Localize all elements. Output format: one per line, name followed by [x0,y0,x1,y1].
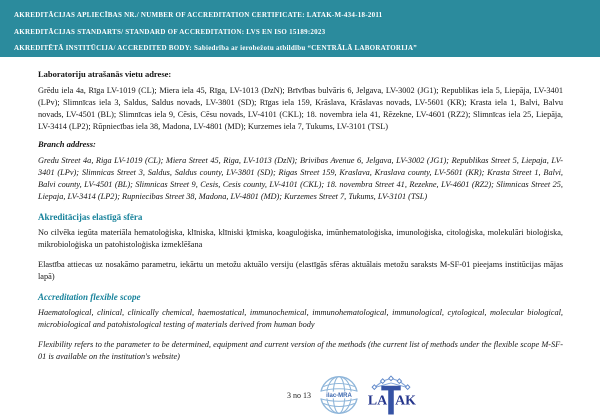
scope-paragraph-lv: No cilvēka iegūta materiāla hematoloģiska, klīniska, klīniski ķīmiska, koaguloģiska, imūnhematoloģiska, imunoloģiska, citoloģiska, molekulāri bioloģiska, mikrobioloģiska un patohistoloģiska izmeklēšana [38,228,563,249]
ilac-mra-logo-label: ilac-MRA [326,393,352,400]
page-number: 3 no 13 [287,390,311,400]
flexible-scope-heading-lv: Akreditācijas elastīgā sfēra [38,212,143,222]
flexibility-paragraph-en: Flexibility refers to the parameter to be determined, equipment and current version of the methods (the current list of methods under the flexible scope M-SF-01 is available on the institution's website) [38,340,563,361]
certificate-number-line: AKREDITĀCIJAS APLIECĪBAS NR./ NUMBER OF ACCREDITATION CERTIFICATE: LATAK-M-434-18-2011 [14,11,383,19]
page-footer [287,374,416,416]
latak-logo-right-letters: AK [395,393,416,409]
ilac-mra-logo-icon [319,375,359,415]
accreditation-header-bar [0,0,600,57]
address-paragraph-lv: Grēdu iela 4a, Rīga LV-1019 (CL); Miera iela 45, Rīga, LV-1013 (DzN); Brīvības bulvāris 6, Jelgava, LV-3002 (JG1); Republikas iela 5, Liepāja, LV-3401 (LPv); Slimnīcas iela 3, Saldus, Saldus novads, LV-3801 (SD); Rīgas iela 159, Krāslava, Krāslavas novads, LV-5601 (KR); Krasta iela 1, Balvi, Balvu novads, LV-4501 (BL); Slimnīcas iela 9, Cēsis, Cēsu novads, LV-4101 (CKL); 18. novembra iela 41, Rēzekne, LV-4601 (RZ2); Slimnīcas iela 25, Liepāja, LV-3414 (LP2); Rūpniecības iela 38, Madona, LV-4801 (MD); Kurzemes iela 7, Tukums, LV-3101 (TSL) [38,86,563,131]
document-body [0,57,600,363]
latak-logo-icon [366,374,416,416]
address-paragraph-en: Gredu Street 4a, Riga LV-1019 (CL); Miera Street 45, Riga, LV-1013 (DzN); Brivibas Avenue 6, Jelgava, LV-3002 (JG1); Republikas Street 5, Liepaja, LV-3401 (LPv); Slimnicas Street 3, Saldus, Saldus county, LV-3801 (SD); Rigas Street 159, Kraslava, Kraslava county, LV-5601 (KR); Krasta Street 1, Balvi, Balvi county, LV-4501 (BL); Slimnicas Street 9, Cesis, Cesis county, LV-4101 (CKL); 18. novembra Street 41, Rezekne, LV-4601 (RZ2); Slimnicas Street 25, Liepaja, LV-3414 (LP2); Rupniecibas Street 38, Madona, LV-4801 (MD); Kurzemes Street 7, Tukums, LV-3101 (TSL) [38,156,563,201]
flexible-scope-heading-en: Accreditation flexible scope [38,292,141,302]
latak-logo-left-letters: LA [367,393,388,409]
flexibility-paragraph-lv: Elastība attiecas uz nosakāmo parametru, iekārtu un metožu aktuālo versiju (elastīgās sfēras aktuālais metožu saraksts M-SF-01 pieejams institūcijas mājas lapā) [38,260,563,281]
address-heading-lv: Laboratoriju atrašanās vietu adrese: [38,69,172,79]
scope-paragraph-en: Haematological, clinical, clinically chemical, haemostatical, immunochemical, immunohematological, immunological, cytological, molecular biological, microbiological and patohistological testing of materials derived from human body [38,308,563,329]
accredited-body-line: AKREDITĒTĀ INSTITŪCIJA/ ACCREDITED BODY: Sabiedrība ar ierobežotu atbildību “CENTRĀLĀ LABORATORIJA” [14,44,418,52]
accreditation-standard-line: AKREDITĀCIJAS STANDARTS/ STANDARD OF ACCREDITATION: LVS EN ISO 15189:2023 [14,27,326,36]
address-heading-en: Branch address: [38,139,96,149]
